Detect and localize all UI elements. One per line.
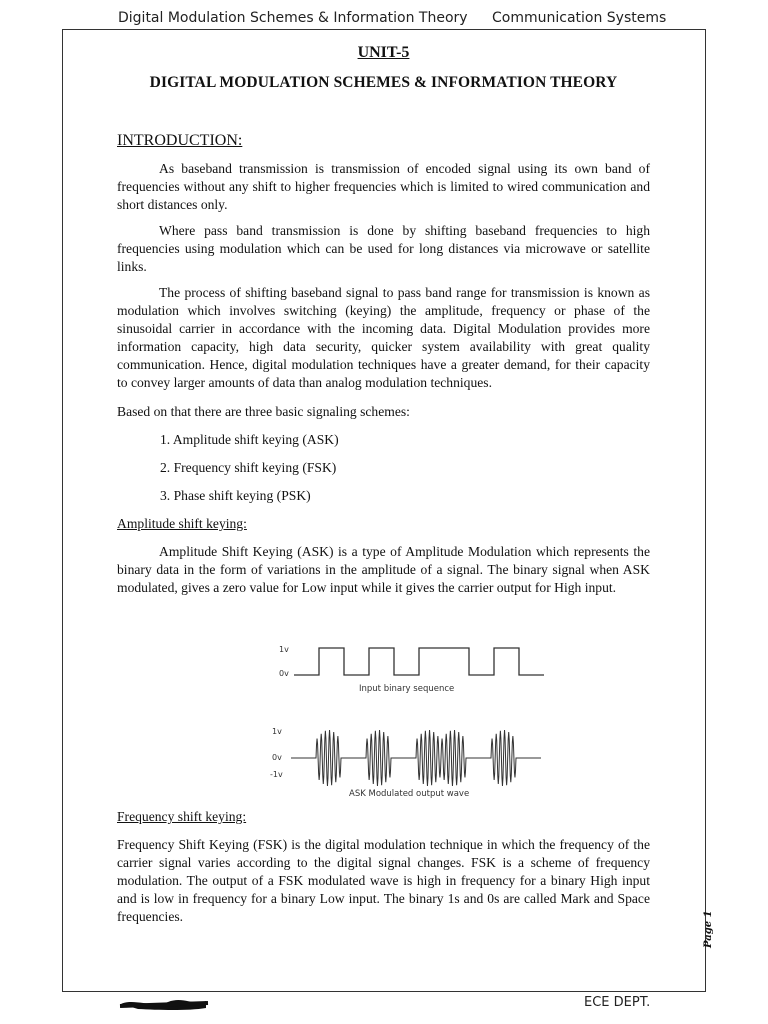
paragraph: As baseband transmission is transmission of encoded signal using its own band of frequencies without any shift to higher frequencies which is limited to wired communication and short distances only. [117,161,650,212]
ask-output-waveform [287,722,547,788]
input-low-label: 0v [279,669,289,678]
fsk-heading: Frequency shift keying: [117,809,247,824]
running-header-left: Digital Modulation Schemes & Information Theory [118,10,468,26]
fsk-section [117,808,650,926]
input-high-label: 1v [279,645,289,654]
output-zero-label: 0v [272,753,282,762]
list-item: 1. Amplitude shift keying (ASK) [160,432,339,447]
redacted-signature [118,994,210,1014]
running-header-right: Communication Systems [492,10,667,26]
schemes-intro: Based on that there are three basic signaling schemes: [117,404,410,419]
page-number: Page 1 [703,910,714,948]
chapter-title: DIGITAL MODULATION SCHEMES & INFORMATION THEORY [149,74,618,91]
fsk-paragraph: Frequency Shift Keying (FSK) is the digital modulation technique in which the frequency of the carrier signal varies according to the digital signal changes. FSK is a scheme of frequency modulation. The output of a FSK modulated wave is high in frequency for a binary High input and is low in frequency for a binary Low input. The binary 1s and 0s are called Mark and Space frequencies. [117,837,650,924]
ask-heading: Amplitude shift keying: [117,516,247,531]
output-low-label: -1v [270,770,283,779]
input-caption: Input binary sequence [359,684,455,694]
input-binary-waveform [290,640,560,690]
list-item: 2. Frequency shift keying (FSK) [160,460,337,475]
unit-heading: UNIT-5 [357,44,410,61]
intro-heading: INTRODUCTION: [117,132,243,149]
paragraph: The process of shifting baseband signal to pass band range for transmission is known as modulation which involves switching (keying) the amplitude, frequency or phase of the sinusoidal carrier in accordance with the incoming data. Digital Modulation provides more information capacity, high data security, quicker system availability with great quality communication. Hence, digital modulation techniques have a greater demand, for their capacity to convey larger amounts of data than analog modulation techniques. [117,285,650,390]
ask-paragraph: Amplitude Shift Keying (ASK) is a type of Amplitude Modulation which represents the binary data in the form of variations in the amplitude of a signal. The binary signal when ASK modulated, gives a zero value for Low input while it gives the carrier output for High input. [117,544,650,595]
paragraph: Where pass band transmission is done by shifting baseband frequencies to high frequencies using modulation which can be used for long distances via microwave or satellite links. [117,223,650,274]
footer-dept: ECE DEPT. [584,995,651,1010]
output-high-label: 1v [272,727,282,736]
list-item: 3. Phase shift keying (PSK) [160,488,311,503]
output-caption: ASK Modulated output wave [349,789,470,799]
document-body [117,44,650,597]
